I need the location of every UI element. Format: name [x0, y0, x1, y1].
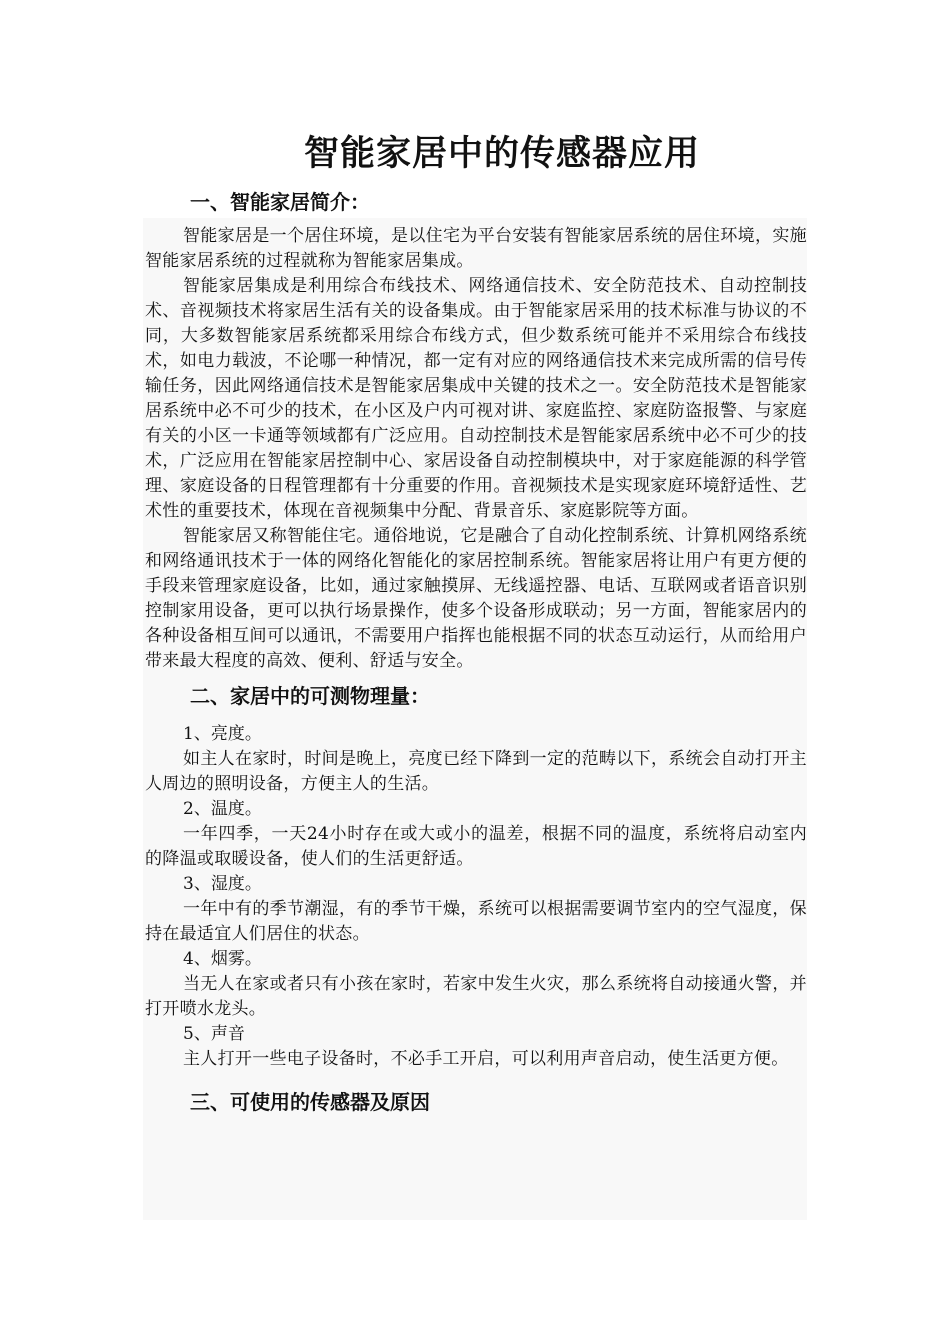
section-heading-quantities: 二、家居中的可测物理量： [190, 684, 430, 708]
document-body [145, 128, 807, 1122]
list-item-label: 5、声音 [183, 1024, 245, 1044]
section-intro-body [145, 224, 807, 674]
list-item-text: 当无人在家或者只有小孩在家时，若家中发生火灾，那么系统将自动接通火警，并打开喷水龙头。 [145, 974, 807, 1019]
list-item-text: 主人打开一些电子设备时，不必手工开启，可以利用声音启动，使生活更方便。 [183, 1049, 789, 1069]
section-heading-sensors: 三、可使用的传感器及原因 [190, 1090, 430, 1114]
section-quantities-body [145, 722, 807, 1072]
list-item-label: 3、湿度。 [183, 874, 262, 894]
list-item-text: 一年四季，一天24小时存在或大或小的温差，根据不同的温度，系统将启动室内的降温或取暖设备，使人们的生活更舒适。 [145, 824, 807, 869]
list-item-label: 1、亮度。 [183, 724, 262, 744]
paragraph: 智能家居又称智能住宅。通俗地说，它是融合了自动化控制系统、计算机网络系统和网络通讯技术于一体的网络化智能化的家居控制系统。智能家居将让用户有更方便的手段来管理家庭设备，比如，通过家触摸屏、无线遥控器、电话、互联网或者语音识别控制家用设备，更可以执行场景操作，使多个设备形成联动；另一方面，智能家居内的各种设备相互间可以通讯，不需要用户指挥也能根据不同的状态互动运行，从而给用户带来最大程度的高效、便利、舒适与安全。 [145, 526, 807, 671]
section-heading-intro: 一、智能家居简介： [190, 190, 370, 214]
list-item-text: 如主人在家时，时间是晚上，亮度已经下降到一定的范畴以下，系统会自动打开主人周边的照明设备，方便主人的生活。 [145, 749, 807, 794]
list-item-text: 一年中有的季节潮湿，有的季节干燥，系统可以根据需要调节室内的空气湿度，保持在最适宜人们居住的状态。 [145, 899, 807, 944]
paragraph: 智能家居集成是利用综合布线技术、网络通信技术、安全防范技术、自动控制技术、音视频技术将家居生活有关的设备集成。由于智能家居采用的技术标准与协议的不同，大多数智能家居系统都采用综合布线方式，但少数系统可能并不采用综合布线技术，如电力载波，不论哪一种情况，都一定有对应的网络通信技术来完成所需的信号传输任务，因此网络通信技术是智能家居集成中关键的技术之一。安全防范技术是智能家居系统中必不可少的技术，在小区及户内可视对讲、家庭监控、家庭防盗报警、与家庭有关的小区一卡通等领域都有广泛应用。自动控制技术是智能家居系统中必不可少的技术，广泛应用在智能家居控制中心、家居设备自动控制模块中，对于家庭能源的科学管理、家庭设备的日程管理都有十分重要的作用。音视频技术是实现家庭环境舒适性、艺术性的重要技术，体现在音视频集中分配、背景音乐、家庭影院等方面。 [145, 276, 807, 521]
document-title: 智能家居中的传感器应用 [304, 134, 701, 174]
list-item-label: 4、烟雾。 [183, 949, 262, 969]
list-item-label: 2、温度。 [183, 799, 262, 819]
paragraph: 智能家居是一个居住环境，是以住宅为平台安装有智能家居系统的居住环境，实施智能家居系统的过程就称为智能家居集成。 [145, 226, 807, 271]
